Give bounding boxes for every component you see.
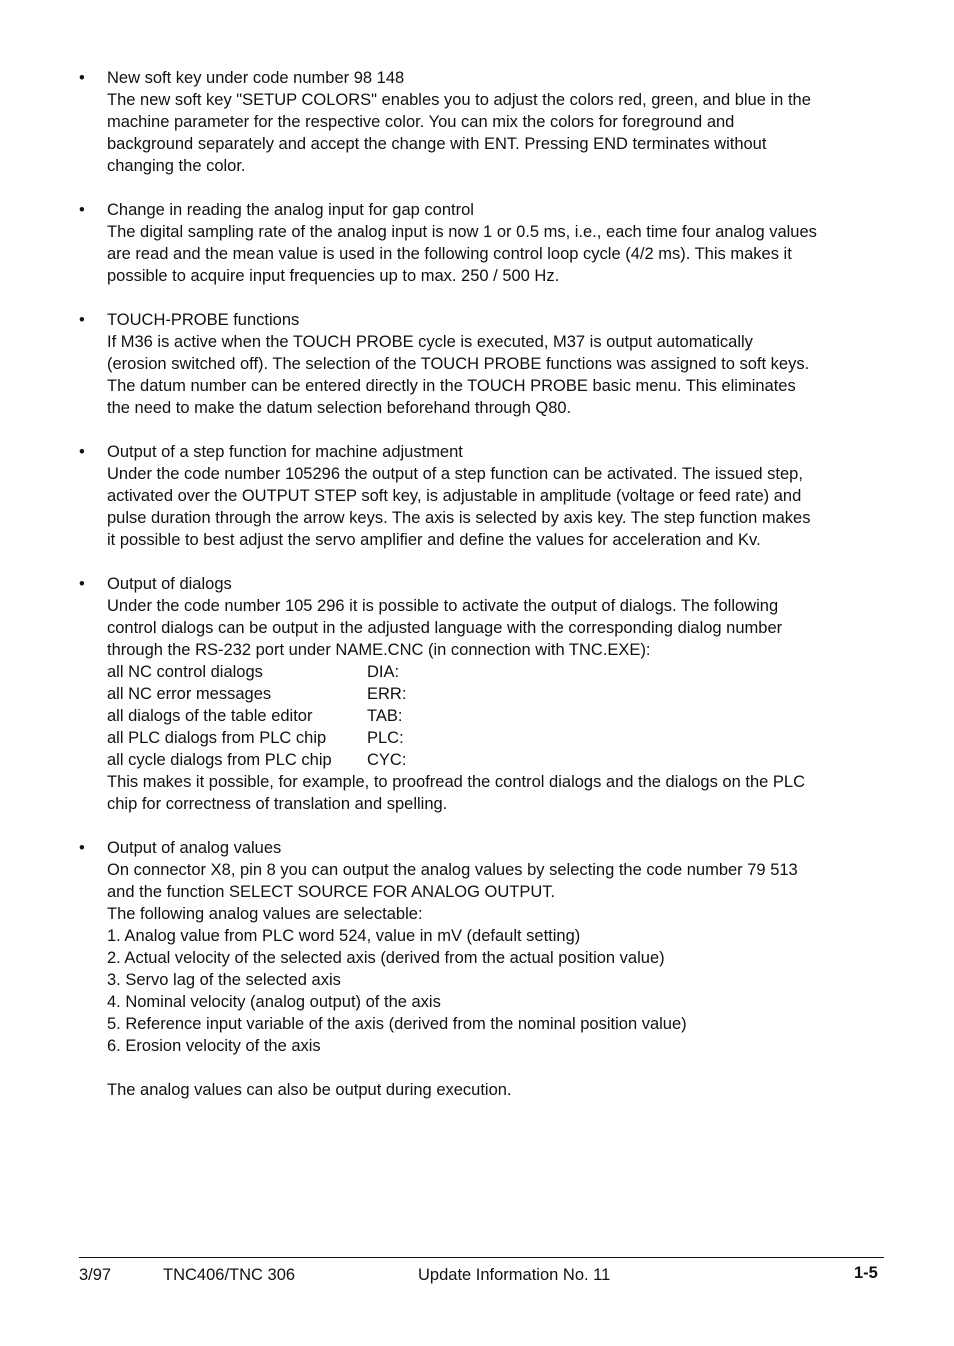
list-item (79, 441, 889, 551)
dialog-code: TAB: (367, 707, 403, 725)
footer-date: 3/97 (79, 1266, 112, 1284)
item-text: chip for correctness of translation and spelling. (107, 795, 448, 813)
item-title: Output of analog values (107, 839, 282, 857)
list-item (79, 573, 889, 815)
dialog-label: all NC error messages (107, 685, 272, 703)
item-text: control dialogs can be output in the adjusted language with the corresponding dialog number (107, 619, 783, 637)
item-text: The new soft key "SETUP COLORS" enables you to adjust the colors red, green, and blue in the (107, 91, 811, 109)
dialog-code: DIA: (367, 663, 400, 681)
dialog-code: CYC: (367, 751, 407, 769)
item-text: 4. Nominal velocity (analog output) of the axis (107, 993, 441, 1011)
list-item (79, 67, 889, 177)
item-text: possible to acquire input frequencies up to max. 250 / 500 Hz. (107, 267, 560, 285)
item-text: and the function SELECT SOURCE FOR ANALOG OUTPUT. (107, 883, 556, 901)
item-text: the need to make the datum selection beforehand through Q80. (107, 399, 572, 417)
list-item (79, 309, 889, 419)
item-text: The analog values can also be output during execution. (107, 1081, 512, 1099)
item-text: changing the color. (107, 157, 246, 175)
dialog-table-row (107, 683, 889, 705)
list-item (79, 837, 889, 1101)
item-text: On connector X8, pin 8 you can output the analog values by selecting the code number 79 513 (107, 861, 798, 879)
item-text: through the RS-232 port under NAME.CNC (in connection with TNC.EXE): (107, 641, 651, 659)
item-text: This makes it possible, for example, to proofread the control dialogs and the dialogs on the PLC (107, 773, 805, 791)
item-text: are read and the mean value is used in the following control loop cycle (4/2 ms). This makes it (107, 245, 792, 263)
footer-title: Update Information No. 11 (418, 1266, 611, 1284)
bullet: • (79, 69, 85, 87)
blank-line (107, 1057, 889, 1079)
item-text: The digital sampling rate of the analog input is now 1 or 0.5 ms, i.e., each time four analog values (107, 223, 817, 241)
bullet: • (79, 201, 85, 219)
item-title: Output of a step function for machine adjustment (107, 443, 463, 461)
item-title: New soft key under code number 98 148 (107, 69, 405, 87)
page-number: 1-5 (854, 1264, 878, 1282)
dialog-table-row (107, 727, 889, 749)
dialog-table-row (107, 661, 889, 683)
bullet: • (79, 575, 85, 593)
bullet: • (79, 839, 85, 857)
item-text: Under the code number 105 296 it is possible to activate the output of dialogs. The following (107, 597, 779, 615)
item-text: Under the code number 105296 the output of a step function can be activated. The issued step, (107, 465, 803, 483)
item-text: If M36 is active when the TOUCH PROBE cycle is executed, M37 is output automatically (107, 333, 753, 351)
item-title: Output of dialogs (107, 575, 232, 593)
item-text: 1. Analog value from PLC word 524, value in mV (default setting) (107, 927, 581, 945)
dialog-code: PLC: (367, 729, 404, 747)
item-text: 3. Servo lag of the selected axis (107, 971, 341, 989)
dialog-label: all PLC dialogs from PLC chip (107, 729, 327, 747)
item-text: The following analog values are selectable: (107, 905, 423, 923)
dialog-label: all cycle dialogs from PLC chip (107, 751, 332, 769)
item-title: Change in reading the analog input for gap control (107, 201, 474, 219)
item-text: (erosion switched off). The selection of the TOUCH PROBE functions was assigned to soft keys. (107, 355, 810, 373)
item-text: 6. Erosion velocity of the axis (107, 1037, 321, 1055)
dialog-code: ERR: (367, 685, 407, 703)
list-item (79, 199, 889, 287)
bullet: • (79, 311, 85, 329)
item-title: TOUCH-PROBE functions (107, 311, 300, 329)
dialog-label: all NC control dialogs (107, 663, 263, 681)
dialog-label: all dialogs of the table editor (107, 707, 313, 725)
footer-model: TNC406/TNC 306 (163, 1266, 296, 1284)
item-text: it possible to best adjust the servo amplifier and define the values for acceleration and Kv. (107, 531, 761, 549)
item-text: machine parameter for the respective color. You can mix the colors for foreground and (107, 113, 735, 131)
item-text: background separately and accept the change with ENT. Pressing END terminates without (107, 135, 767, 153)
item-text: The datum number can be entered directly in the TOUCH PROBE basic menu. This eliminates (107, 377, 796, 395)
document-body (79, 67, 889, 1123)
item-text: 2. Actual velocity of the selected axis (derived from the actual position value) (107, 949, 665, 967)
dialog-table-row (107, 749, 889, 771)
footer-divider (79, 1257, 884, 1258)
item-text: activated over the OUTPUT STEP soft key, is adjustable in amplitude (voltage or feed rate) and (107, 487, 802, 505)
bullet: • (79, 443, 85, 461)
item-text: pulse duration through the arrow keys. The axis is selected by axis key. The step function makes (107, 509, 811, 527)
dialog-table-row (107, 705, 889, 727)
item-text: 5. Reference input variable of the axis (derived from the nominal position value) (107, 1015, 687, 1033)
